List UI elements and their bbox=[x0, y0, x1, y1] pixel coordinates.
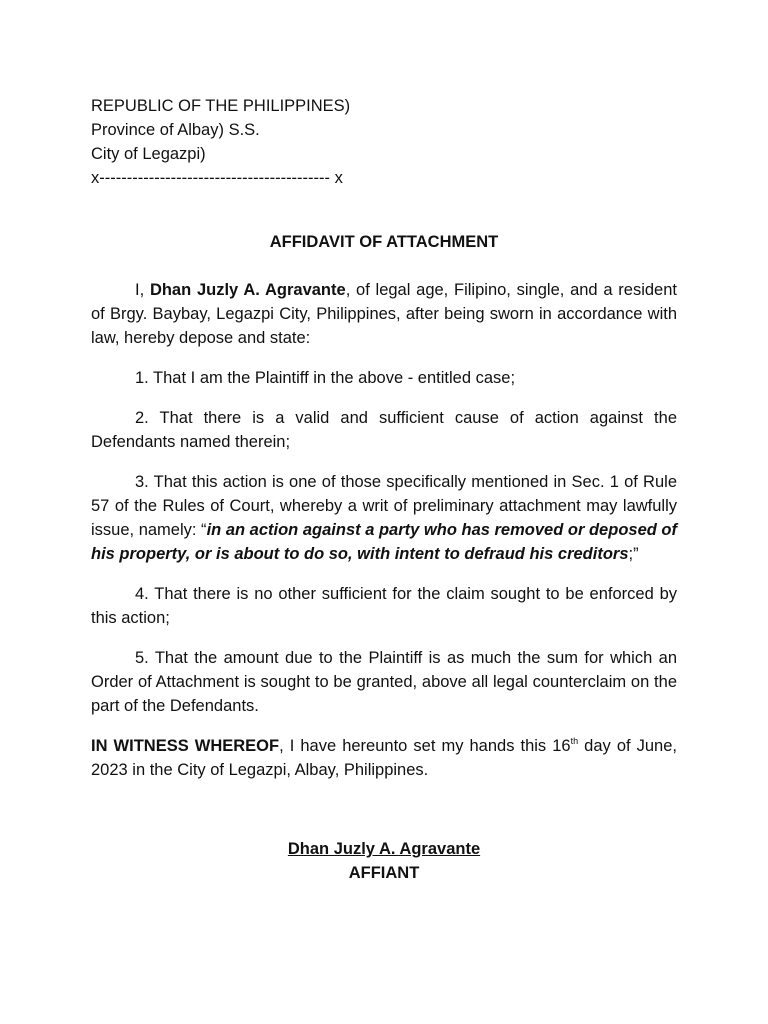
intro-rest: , of legal age, Filipino, single, and a resident of Brgy. Baybay, Legazpi City, Philippines, after being sworn in accordance with law, hereby depose and state: bbox=[91, 281, 677, 347]
caption-separator: x------------------------------------------ x bbox=[91, 169, 343, 187]
intro-paragraph bbox=[91, 278, 677, 350]
caption-province: Province of Albay) S.S. bbox=[91, 121, 260, 139]
caption-republic: REPUBLIC OF THE PHILIPPINES) bbox=[91, 97, 351, 115]
item-5: 5. That the amount due to the Plaintiff is as much the sum for which an Order of Attachment is sought to be granted, above all legal counterclaim on the part of the Defendants. bbox=[91, 649, 677, 715]
witness-paragraph bbox=[91, 734, 677, 782]
signature-block bbox=[91, 837, 677, 885]
document-title: AFFIDAVIT OF ATTACHMENT bbox=[269, 233, 499, 251]
item-3-quote: in an action against a party who has removed or deposed of his property, or is about to do so, with intent to defraud his creditors bbox=[91, 521, 677, 563]
intro-prefix: I, bbox=[135, 281, 150, 299]
witness-lead: IN WITNESS WHEREOF bbox=[91, 737, 280, 755]
item-1: 1. That I am the Plaintiff in the above - entitled case; bbox=[135, 369, 516, 387]
signature-role: AFFIANT bbox=[348, 864, 420, 882]
witness-text-1: , I have hereunto set my hands this 16 bbox=[279, 737, 571, 755]
item-2: 2. That there is a valid and sufficient cause of action against the Defendants named therein; bbox=[91, 409, 677, 451]
item-3-prefix: 3. That this action is one of those specifically mentioned in Sec. 1 of Rule 57 of the Rules of Court, whereby a writ of preliminary attachment may lawfully issue, namely: “ bbox=[91, 473, 677, 539]
caption-city: City of Legazpi) bbox=[91, 145, 206, 163]
signature-name: Dhan Juzly A. Agravante bbox=[287, 840, 481, 858]
item-3-suffix: ;” bbox=[628, 545, 639, 563]
witness-text-2: day of June, 2023 in the City of Legazpi, Albay, Philippines. bbox=[91, 737, 677, 779]
item-3 bbox=[91, 470, 677, 566]
item-4: 4. That there is no other sufficient for the claim sought to be enforced by this action; bbox=[91, 585, 677, 627]
caption-block bbox=[91, 94, 677, 190]
affiant-name: Dhan Juzly A. Agravante bbox=[149, 281, 346, 299]
witness-ordinal: th bbox=[570, 736, 579, 746]
